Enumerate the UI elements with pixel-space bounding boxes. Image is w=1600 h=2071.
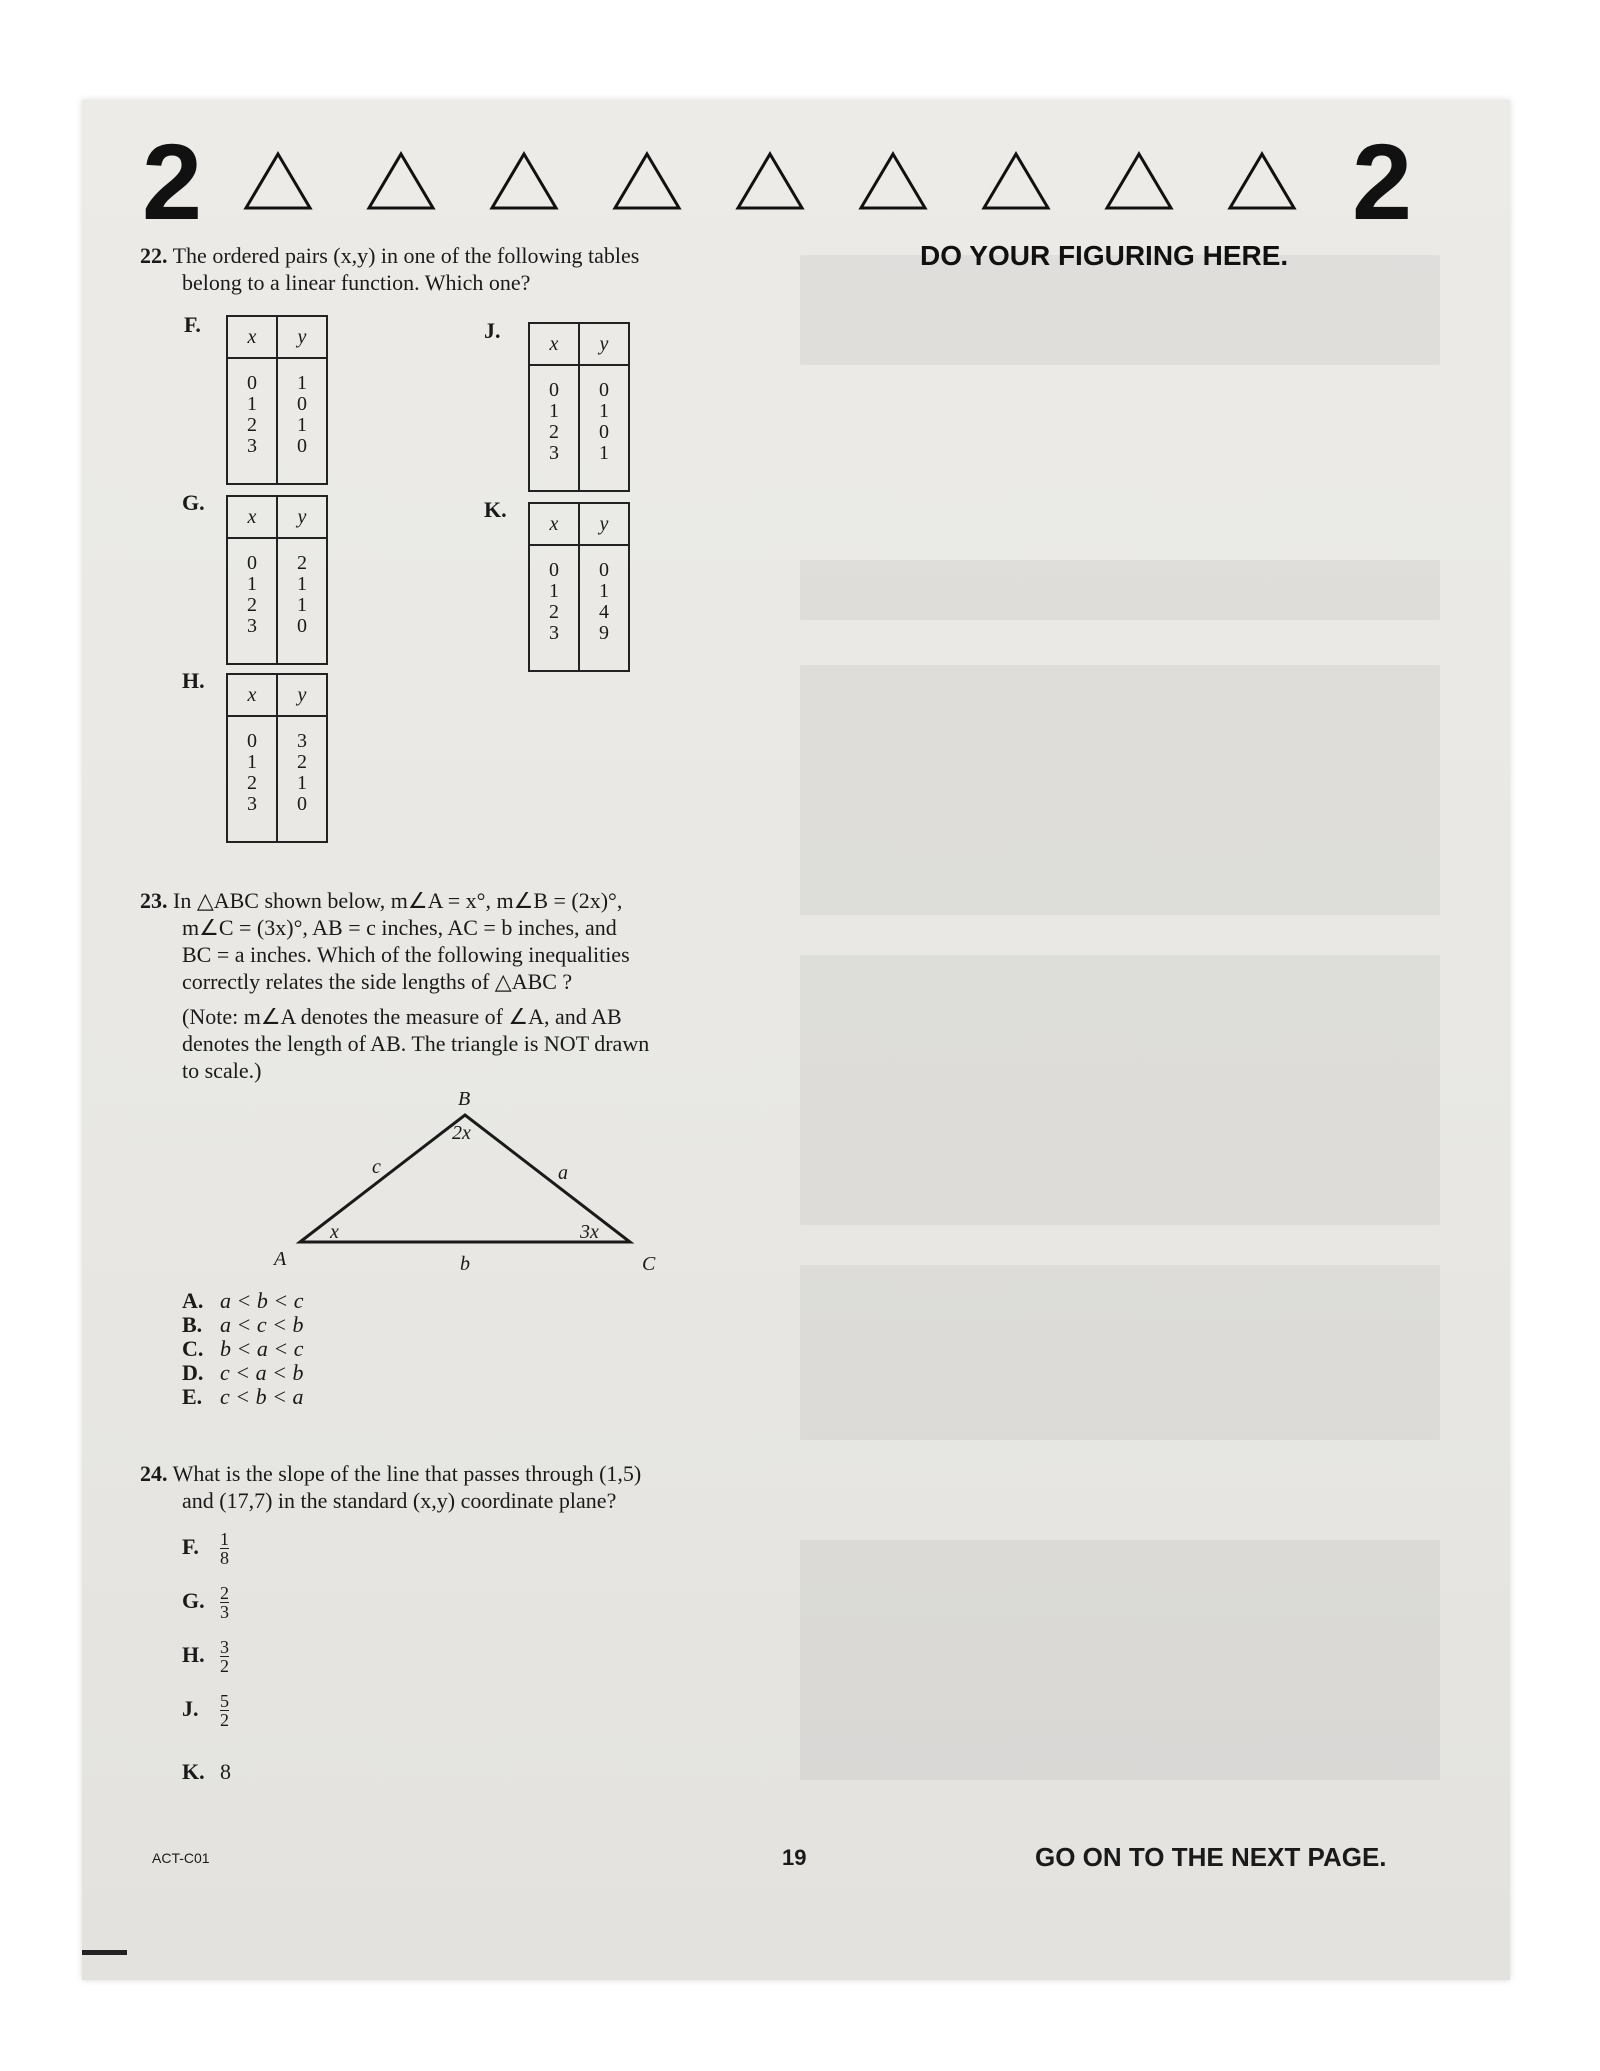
scan-edge-mark bbox=[82, 1950, 127, 1955]
question-text-line: and (17,7) in the standard (x,y) coordinate plane? bbox=[182, 1488, 617, 1513]
question-23-note bbox=[182, 1003, 649, 1084]
table-header-x: x bbox=[227, 316, 277, 358]
y-column: 1 0 1 0 bbox=[277, 358, 327, 484]
question-number: 22. bbox=[140, 243, 168, 268]
table-header-x: x bbox=[529, 503, 579, 545]
triangle-icon bbox=[734, 150, 806, 212]
triangle-abc-figure bbox=[270, 1085, 670, 1285]
figuring-label: DO YOUR FIGURING HERE. bbox=[920, 240, 1289, 271]
triangle-icon bbox=[488, 150, 560, 212]
side-label-c: c bbox=[372, 1156, 381, 1178]
triangle-icon bbox=[365, 150, 437, 212]
y-column: 0 1 0 1 bbox=[579, 365, 629, 491]
angle-label-a: x bbox=[330, 1221, 339, 1243]
y-column: 2 1 1 0 bbox=[277, 538, 327, 664]
section-number-right: 2 bbox=[1352, 121, 1413, 242]
table-option-j[interactable] bbox=[528, 322, 630, 492]
choice-23-b[interactable]: B. a < c < b bbox=[182, 1312, 304, 1337]
y-column: 0 1 4 9 bbox=[579, 545, 629, 671]
bleed-through-block bbox=[800, 1540, 1440, 1780]
fraction: $\frac{2}{3}$ bbox=[220, 1583, 229, 1622]
next-page-notice: GO ON TO THE NEXT PAGE. bbox=[1035, 1842, 1387, 1872]
x-column: 0 1 2 3 bbox=[227, 358, 277, 484]
bleed-through-block bbox=[800, 1265, 1440, 1440]
fraction: $\frac{1}{8}$ bbox=[220, 1529, 229, 1568]
question-text-line: correctly relates the side lengths of △ABC ? bbox=[182, 969, 573, 994]
question-24-text bbox=[140, 1460, 641, 1514]
choice-24-k[interactable]: K. 8 bbox=[182, 1759, 231, 1784]
question-number: 23. bbox=[140, 888, 168, 913]
triangle-icon bbox=[242, 150, 314, 212]
option-letter: J. bbox=[484, 318, 501, 343]
choice-23-d[interactable]: D. c < a < b bbox=[182, 1360, 304, 1385]
choice-24-h[interactable]: H. $\frac{3}{2}$ bbox=[182, 1637, 229, 1676]
table-option-h[interactable] bbox=[226, 673, 328, 843]
question-text-line: In △ABC shown below, m∠A = x°, m∠B = (2x)°, bbox=[173, 888, 623, 913]
fraction: $\frac{3}{2}$ bbox=[220, 1637, 229, 1676]
question-22-text bbox=[140, 242, 639, 296]
angle-label-c: 3x bbox=[580, 1221, 599, 1243]
fraction: $\frac{5}{2}$ bbox=[220, 1691, 229, 1730]
page-number: 19 bbox=[782, 1845, 807, 1870]
table-option-f[interactable] bbox=[226, 315, 328, 485]
table-header-x: x bbox=[227, 496, 277, 538]
table-option-g[interactable] bbox=[226, 495, 328, 665]
triangle-icon bbox=[1226, 150, 1298, 212]
table-header-y: y bbox=[277, 496, 327, 538]
table-header-y: y bbox=[579, 503, 629, 545]
y-column: 3 2 1 0 bbox=[277, 716, 327, 842]
section-number-left: 2 bbox=[142, 121, 203, 242]
note-line: denotes the length of AB. The triangle is NOT drawn bbox=[182, 1031, 650, 1056]
question-text-line: BC = a inches. Which of the following inequalities bbox=[182, 942, 630, 967]
side-label-b: b bbox=[460, 1253, 470, 1275]
triangle-icon bbox=[1103, 150, 1175, 212]
test-code: ACT-C01 bbox=[152, 1850, 210, 1866]
triangle-icon bbox=[857, 150, 929, 212]
note-line: to scale.) bbox=[182, 1058, 262, 1083]
question-text-line: m∠C = (3x)°, AB = c inches, AC = b inches, and bbox=[182, 915, 617, 940]
option-letter: F. bbox=[184, 312, 201, 337]
angle-label-b: 2x bbox=[452, 1122, 471, 1144]
vertex-label-c: C bbox=[642, 1253, 656, 1275]
choice-24-f[interactable]: F. $\frac{1}{8}$ bbox=[182, 1529, 229, 1568]
side-label-a: a bbox=[558, 1162, 568, 1184]
table-header-y: y bbox=[277, 316, 327, 358]
choice-24-g[interactable]: G. $\frac{2}{3}$ bbox=[182, 1583, 229, 1622]
bleed-through-block bbox=[800, 665, 1440, 915]
vertex-label-a: A bbox=[274, 1248, 287, 1270]
table-header-x: x bbox=[227, 674, 277, 716]
option-letter: G. bbox=[182, 490, 205, 515]
question-23-text bbox=[140, 887, 630, 995]
table-option-k[interactable] bbox=[528, 502, 630, 672]
x-column: 0 1 2 3 bbox=[529, 545, 579, 671]
question-text-line: What is the slope of the line that passes through (1,5) bbox=[172, 1461, 642, 1486]
triangle-icon bbox=[980, 150, 1052, 212]
choice-24-j[interactable]: J. $\frac{5}{2}$ bbox=[182, 1691, 229, 1730]
x-column: 0 1 2 3 bbox=[227, 538, 277, 664]
choice-23-c[interactable]: C. b < a < c bbox=[182, 1336, 304, 1361]
triangle-icon bbox=[611, 150, 683, 212]
x-column: 0 1 2 3 bbox=[227, 716, 277, 842]
question-number: 24. bbox=[140, 1461, 168, 1486]
question-text-line: belong to a linear function. Which one? bbox=[182, 270, 531, 295]
table-header-y: y bbox=[579, 323, 629, 365]
question-text-line: The ordered pairs (x,y) in one of the following tables bbox=[172, 243, 640, 268]
bleed-through-block bbox=[800, 560, 1440, 620]
table-header-y: y bbox=[277, 674, 327, 716]
table-header-x: x bbox=[529, 323, 579, 365]
bleed-through-block bbox=[800, 955, 1440, 1225]
note-line: (Note: m∠A denotes the measure of ∠A, and AB bbox=[182, 1004, 622, 1029]
choice-23-e[interactable]: E. c < b < a bbox=[182, 1384, 304, 1409]
x-column: 0 1 2 3 bbox=[529, 365, 579, 491]
vertex-label-b: B bbox=[458, 1088, 471, 1110]
option-letter: K. bbox=[484, 497, 507, 522]
option-letter: H. bbox=[182, 668, 205, 693]
choice-23-a[interactable]: A. a < b < c bbox=[182, 1288, 304, 1313]
